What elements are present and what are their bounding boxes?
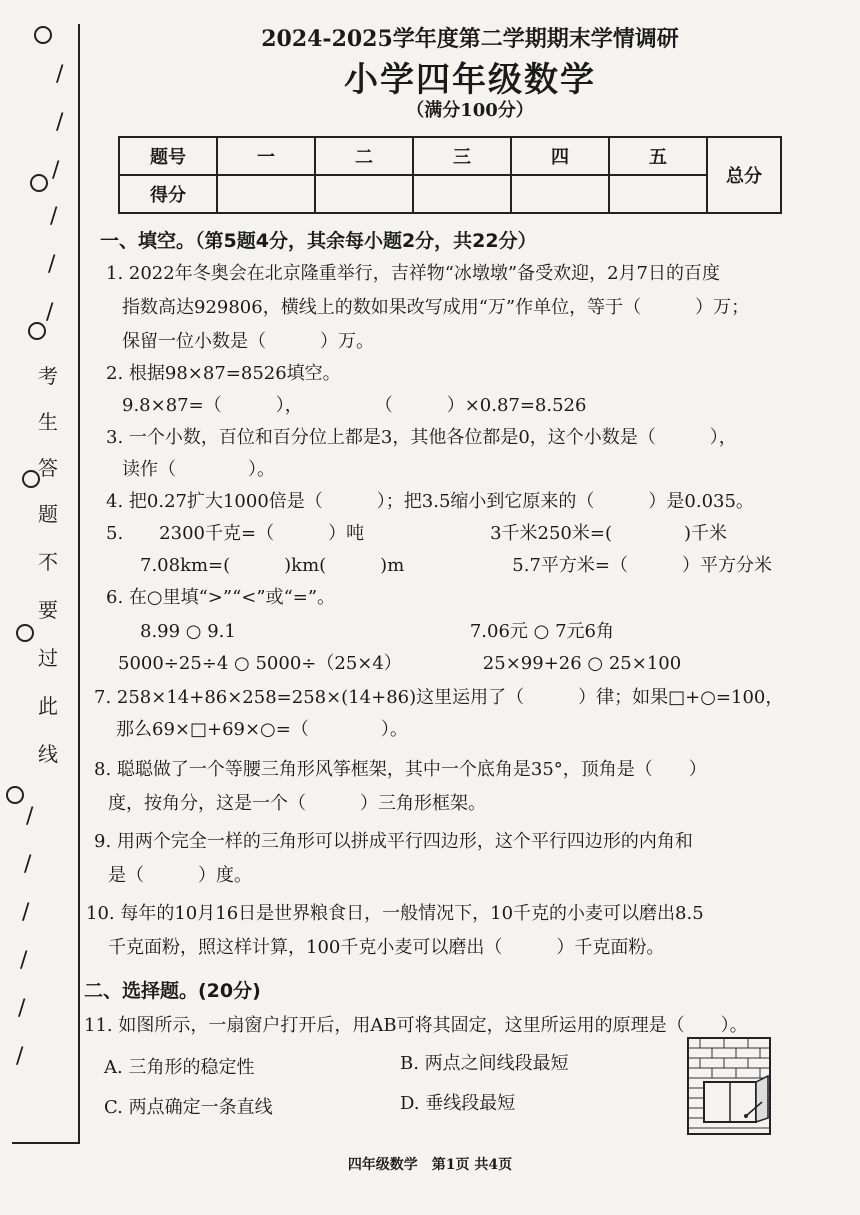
binding-slash: / <box>52 158 60 183</box>
question-2-line: 9.8×87=（ ）， （ ）×0.87=8.526 <box>122 395 587 416</box>
question-9-line: 是（ ）度。 <box>108 865 252 886</box>
question-7-line: 那么69×□+69×○=（ ）。 <box>116 719 408 740</box>
score-table-label: 得分 <box>119 175 217 213</box>
question-10-line: 千克面粉，照这样计算，100千克小麦可以磨出（ ）千克面粉。 <box>108 937 665 958</box>
score-cell[interactable] <box>315 175 413 213</box>
binding-bottom-line <box>12 1142 80 1144</box>
score-table-total: 总分 <box>707 137 781 213</box>
binding-slash: / <box>16 1044 24 1069</box>
binding-hole-icon <box>16 624 34 642</box>
option-a[interactable]: A. 三角形的稳定性 <box>104 1057 255 1078</box>
binding-hole-icon <box>6 786 24 804</box>
binding-text-char: 要 <box>38 598 58 622</box>
exam-title: 小学四年级数学 <box>344 60 596 100</box>
question-5-line: 7.08km=( )km( )m 5.7平方米=（ ）平方分米 <box>140 555 772 576</box>
question-3-line: 3. 一个小数，百位和百分位上都是3，其他各位都是0，这个小数是（ ）， <box>106 427 737 448</box>
question-4-line: 4. 把0.27扩大1000倍是（ ）；把3.5缩小到它原来的（ ）是0.035。 <box>106 491 754 512</box>
score-cell[interactable] <box>609 175 707 213</box>
binding-text-char: 线 <box>38 742 58 766</box>
window-figure-icon <box>686 1036 772 1136</box>
score-table-header-row <box>119 137 781 175</box>
full-score-note: （满分100分） <box>406 100 534 121</box>
question-8-line: 8. 聪聪做了一个等腰三角形风筝框架，其中一个底角是35°，顶角是（ ） <box>94 759 707 780</box>
question-1-line: 指数高达929806，横线上的数如果改写成用“万”作单位，等于（ ）万； <box>122 297 750 318</box>
binding-slash: / <box>50 204 58 229</box>
question-5-line: 5. 2300千克=（ ）吨 3千米250米=( )千米 <box>106 523 727 544</box>
question-6-line: 6. 在○里填“>”“<”或“=”。 <box>106 587 336 608</box>
binding-text-char: 过 <box>38 646 58 670</box>
binding-text-char: 此 <box>38 694 58 718</box>
binding-slash: / <box>56 110 64 135</box>
binding-slash: / <box>18 996 26 1021</box>
score-table-column: 三 <box>413 137 511 175</box>
question-1-line: 保留一位小数是（ ）万。 <box>122 331 374 352</box>
question-8-line: 度，按角分，这是一个（ ）三角形框架。 <box>108 793 486 814</box>
score-table <box>118 136 782 214</box>
score-table-column: 一 <box>217 137 315 175</box>
option-b[interactable]: B. 两点之间线段最短 <box>400 1053 569 1074</box>
binding-hole-icon <box>28 322 46 340</box>
score-cell[interactable] <box>217 175 315 213</box>
binding-slash: / <box>46 300 54 325</box>
section-1-title: 一、填空。（第5题4分，其余每小题2分，共22分） <box>100 230 537 252</box>
binding-text-char: 生 <box>38 410 58 434</box>
page-footer: 四年级数学 第1页 共4页 <box>347 1157 513 1173</box>
binding-margin <box>12 24 78 1144</box>
option-d[interactable]: D. 垂线段最短 <box>400 1093 516 1114</box>
option-c[interactable]: C. 两点确定一条直线 <box>104 1097 273 1118</box>
score-table-column: 二 <box>315 137 413 175</box>
score-table-column: 四 <box>511 137 609 175</box>
score-table-score-row <box>119 175 781 213</box>
question-6-line: 5000÷25÷4 ○ 5000÷（25×4） 25×99+26 ○ 25×100 <box>118 653 682 674</box>
binding-text-char: 不 <box>38 550 58 574</box>
binding-slash: / <box>24 852 32 877</box>
binding-hole-icon <box>30 174 48 192</box>
question-6-line: 8.99 ○ 9.1 7.06元 ○ 7元6角 <box>140 621 614 642</box>
question-2-line: 2. 根据98×87=8526填空。 <box>106 363 341 384</box>
score-cell[interactable] <box>413 175 511 213</box>
binding-slash: / <box>22 900 30 925</box>
question-9-line: 9. 用两个完全一样的三角形可以拼成平行四边形，这个平行四边形的内角和 <box>94 831 693 852</box>
binding-text-char: 答 <box>38 456 58 480</box>
binding-slash: / <box>26 804 34 829</box>
score-table-column: 五 <box>609 137 707 175</box>
exam-year-title: 2024-2025学年度第二学期期末学情调研 <box>261 26 679 52</box>
question-7-line: 7. 258×14+86×258=258×(14+86)这里运用了（ ）律；如果□+○=100， <box>94 687 784 708</box>
binding-text-char: 题 <box>38 502 58 526</box>
question-11-line: 11. 如图所示，一扇窗户打开后，用AB可将其固定，这里所运用的原理是（ ）。 <box>84 1015 748 1036</box>
question-3-line: 读作（ ）。 <box>122 459 275 480</box>
binding-slash: / <box>48 252 56 277</box>
section-2-title: 二、选择题。(20分) <box>84 980 261 1002</box>
binding-hole-icon <box>34 26 52 44</box>
score-cell[interactable] <box>511 175 609 213</box>
binding-text-char: 考 <box>38 364 58 388</box>
binding-slash: / <box>20 948 28 973</box>
binding-line <box>78 24 80 1144</box>
question-1-line: 1. 2022年冬奥会在北京隆重举行，吉祥物“冰墩墩”备受欢迎，2月7日的百度 <box>106 263 721 284</box>
score-table-label: 题号 <box>119 137 217 175</box>
question-10-line: 10. 每年的10月16日是世界粮食日，一般情况下，10千克的小麦可以磨出8.5 <box>86 903 704 924</box>
binding-slash: / <box>56 62 64 87</box>
